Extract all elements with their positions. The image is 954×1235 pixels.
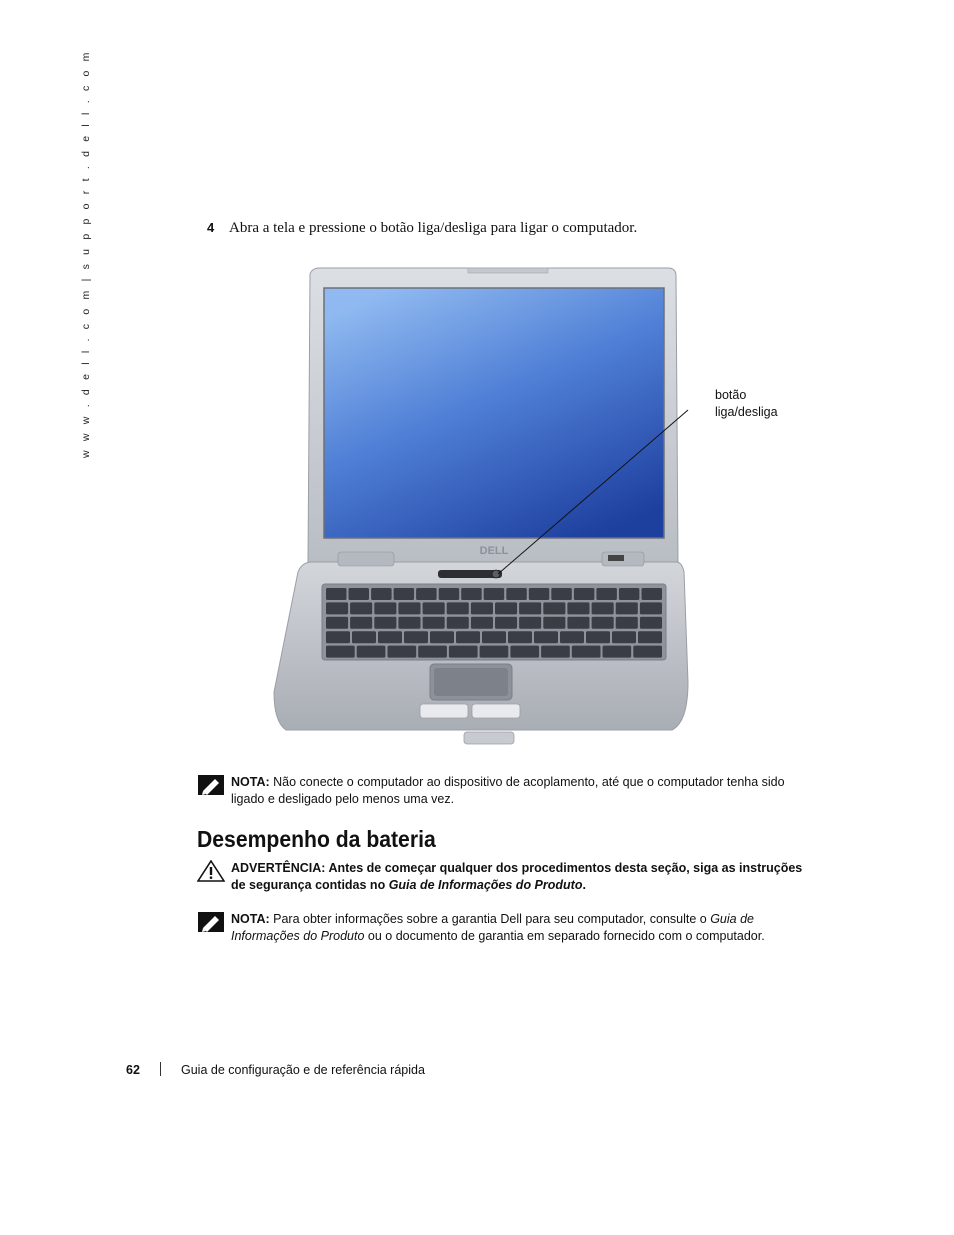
dell-logo: DELL <box>479 545 509 557</box>
keyboard-key <box>541 646 570 658</box>
keyboard-key <box>326 631 350 643</box>
power-button <box>492 570 500 578</box>
keyboard-key <box>374 617 396 629</box>
keyboard-key <box>567 617 589 629</box>
keyboard-key <box>357 646 386 658</box>
note-text: Não conecte o computador ao dispositivo de acoplamento, até que o computador tenha sido ligado e desligado pelo menos uma vez. <box>231 775 785 806</box>
keyboard-key <box>371 588 392 600</box>
note-label: NOTA: <box>231 912 270 926</box>
keyboard-key <box>574 588 595 600</box>
keyboard-key <box>640 617 662 629</box>
keyboard-key <box>616 602 638 614</box>
keyboard-key <box>430 631 454 643</box>
keyboard-key <box>349 588 370 600</box>
keyboard-key <box>551 588 572 600</box>
keyboard-key <box>642 588 663 600</box>
note-pencil-icon <box>197 774 225 796</box>
keyboard-key <box>423 617 445 629</box>
keyboard-key <box>326 617 348 629</box>
warning-text: Antes de começar qualquer dos procedimentos desta seção, siga as instruções de segurança contidas no <box>231 861 803 892</box>
step-text: Abra a tela e pressione o botão liga/desliga para ligar o computador. <box>229 220 638 236</box>
keyboard-key <box>447 602 469 614</box>
keyboard-key <box>619 588 640 600</box>
keyboard-key <box>350 617 372 629</box>
keyboard-key <box>543 617 565 629</box>
keyboard-key <box>398 617 420 629</box>
keyboard-key <box>510 646 539 658</box>
keyboard-key <box>506 588 527 600</box>
keyboard-key <box>447 617 469 629</box>
power-button-callout <box>715 387 778 421</box>
keyboard-key <box>572 646 601 658</box>
warning-label: ADVERTÊNCIA: <box>231 861 326 875</box>
keyboard-key <box>529 588 550 600</box>
keyboard-key <box>633 646 662 658</box>
keyboard-key <box>567 602 589 614</box>
keyboard-key <box>560 631 584 643</box>
keyboard-key <box>423 602 445 614</box>
note-label: NOTA: <box>231 775 270 789</box>
warning-doc-title: Guia de Informações do Produto <box>388 878 583 892</box>
keyboard-key <box>534 631 558 643</box>
keyboard-key <box>586 631 610 643</box>
keyboard-key <box>326 602 348 614</box>
keyboard-key <box>456 631 480 643</box>
warning-triangle-icon <box>197 860 225 882</box>
laptop-screen <box>324 288 664 538</box>
keyboard-key <box>603 646 632 658</box>
keyboard-key <box>480 646 509 658</box>
note-text: Para obter informações sobre a garantia Dell para seu computador, consulte o <box>273 912 711 926</box>
warning-safety: ADVERTÊNCIA: Antes de começar qualquer dos procedimentos desta seção, siga as instruções de segurança contidas no Guia de Informações do Produto. <box>197 860 817 894</box>
section-title: Desempenho da bateria <box>197 826 436 852</box>
keyboard-key <box>374 602 396 614</box>
keyboard-key <box>543 602 565 614</box>
keyboard-key <box>495 617 517 629</box>
keyboard-key <box>612 631 636 643</box>
keyboard-key <box>461 588 482 600</box>
laptop-illustration <box>268 262 788 752</box>
note-warranty: NOTA: Para obter informações sobre a garantia Dell para seu computador, consulte o Guia de Informações do Produto ou o documento de garantia em separado fornecido com o computador. <box>197 911 817 945</box>
keyboard-key <box>519 617 541 629</box>
keyboard-key <box>326 588 347 600</box>
keyboard-key <box>592 617 614 629</box>
note-doc-title: Guia de Informações do Produto <box>231 912 754 943</box>
keyboard-key <box>439 588 460 600</box>
keyboard-key <box>326 646 355 658</box>
note-pencil-icon <box>197 911 225 933</box>
keyboard-key <box>471 617 493 629</box>
keyboard-key <box>616 617 638 629</box>
left-click-button <box>420 704 468 718</box>
keyboard-key <box>495 602 517 614</box>
note-docking <box>197 774 817 808</box>
right-click-button <box>472 704 520 718</box>
keyboard-key <box>350 602 372 614</box>
callout-line2: liga/desliga <box>715 405 778 419</box>
keyboard-key <box>398 602 420 614</box>
keyboard-key <box>404 631 428 643</box>
keyboard-key <box>449 646 478 658</box>
keyboard-key <box>394 588 415 600</box>
keyboard-key <box>519 602 541 614</box>
keyboard-key <box>638 631 662 643</box>
keyboard-key <box>482 631 506 643</box>
keyboard-key <box>471 602 493 614</box>
footer-divider <box>160 1062 161 1076</box>
page-number: 62 <box>126 1063 140 1077</box>
callout-line1: botão <box>715 388 747 402</box>
keyboard-key <box>640 602 662 614</box>
sidebar-url: w w w . d e l l . c o m | s u p p o r t . d e l l . c o m <box>80 49 92 458</box>
keyboard-key <box>596 588 617 600</box>
footer-title: Guia de configuração e de referência rápida <box>181 1063 425 1077</box>
keyboard-key <box>592 602 614 614</box>
keyboard-key <box>388 646 417 658</box>
keyboard-key <box>508 631 532 643</box>
keyboard-key <box>484 588 505 600</box>
page-footer <box>126 1062 425 1077</box>
step-number: 4 <box>207 220 215 235</box>
keyboard-key <box>416 588 437 600</box>
step-4 <box>207 220 847 237</box>
keyboard-key <box>418 646 447 658</box>
laptop-figure <box>268 262 788 752</box>
keyboard-key <box>378 631 402 643</box>
keyboard-key <box>352 631 376 643</box>
